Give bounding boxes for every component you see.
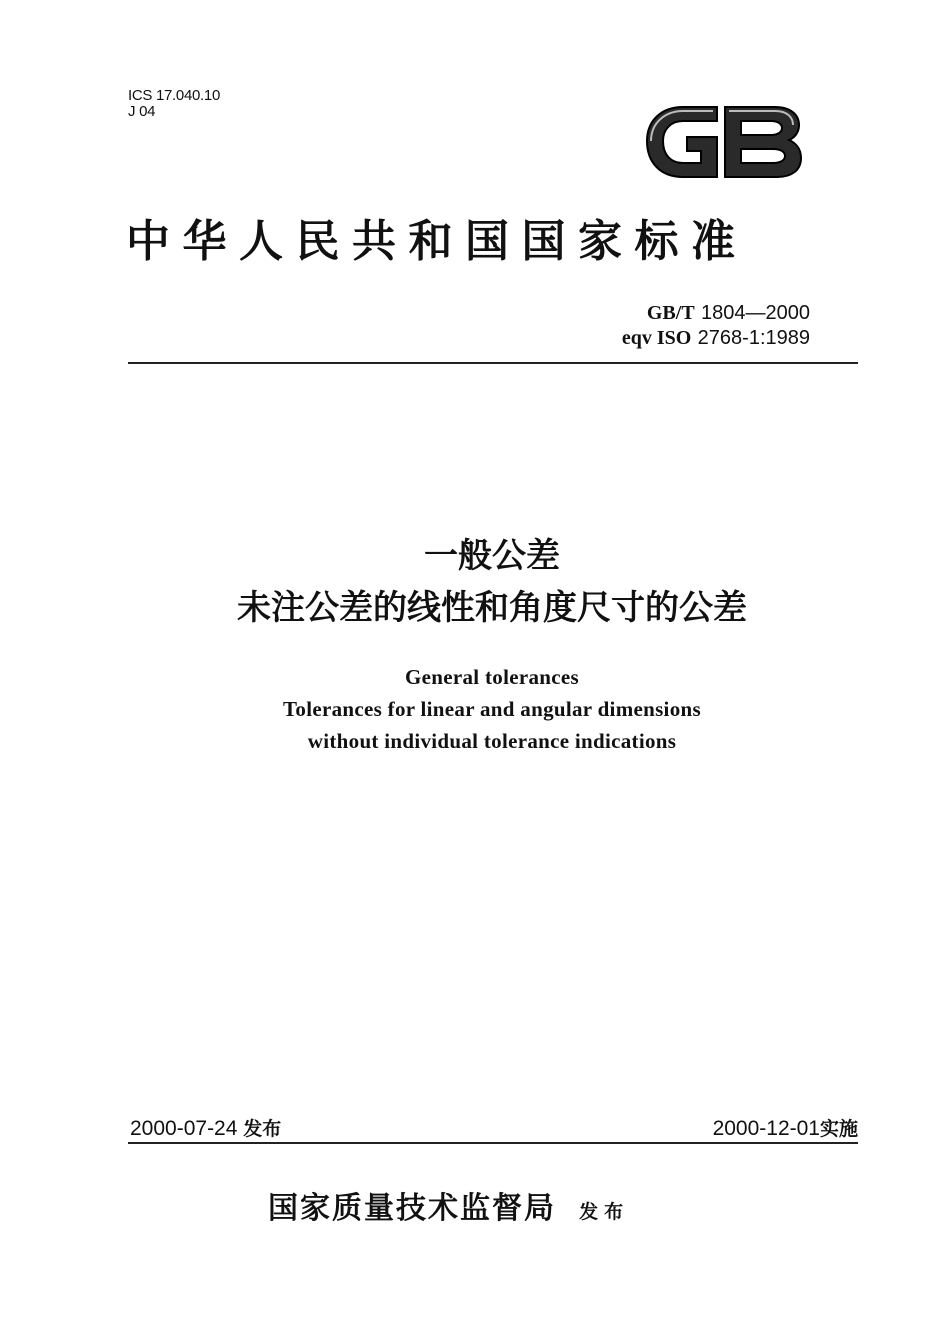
ccs-code: J 04 bbox=[128, 103, 156, 120]
title-zh-line-1: 一般公差 bbox=[424, 536, 560, 576]
issuing-authority bbox=[268, 1183, 629, 1227]
document-category-title: 中华人民共和国国家标准 bbox=[126, 216, 748, 267]
title-en-line-1: General tolerances bbox=[405, 665, 579, 689]
title-zh-line-2: 未注公差的线性和角度尺寸的公差 bbox=[237, 588, 747, 628]
standard-number-label: GB/T bbox=[646, 302, 695, 324]
standard-number bbox=[622, 300, 810, 325]
implementation-date-value: 2000-12-01 bbox=[712, 1117, 820, 1140]
implementation-date-label: 实施 bbox=[819, 1118, 858, 1140]
issue-date-label: 发布 bbox=[243, 1118, 282, 1140]
issuer-action: 发布 bbox=[579, 1201, 630, 1223]
standard-number-value: 1804—2000 bbox=[701, 302, 810, 324]
gb-logo bbox=[643, 97, 805, 185]
equivalence-value: 2768-1:1989 bbox=[697, 327, 810, 349]
issuer-name: 国家质量技术监督局 bbox=[268, 1191, 556, 1226]
classification-codes bbox=[128, 88, 220, 120]
header-divider bbox=[128, 362, 858, 364]
equivalence-label: eqv ISO bbox=[621, 327, 692, 349]
footer-divider bbox=[128, 1142, 858, 1144]
gb-logo-icon bbox=[643, 97, 805, 185]
equivalence bbox=[622, 325, 810, 350]
implementation-date bbox=[713, 1115, 858, 1143]
title-en-line-3: without individual tolerance indications bbox=[307, 729, 677, 753]
issue-date-value: 2000-07-24 bbox=[130, 1117, 238, 1140]
title-en-line-2: Tolerances for linear and angular dimensions bbox=[283, 697, 701, 721]
standard-number-block bbox=[622, 300, 810, 350]
ics-code: ICS 17.040.10 bbox=[128, 87, 221, 104]
issue-date bbox=[130, 1115, 281, 1143]
